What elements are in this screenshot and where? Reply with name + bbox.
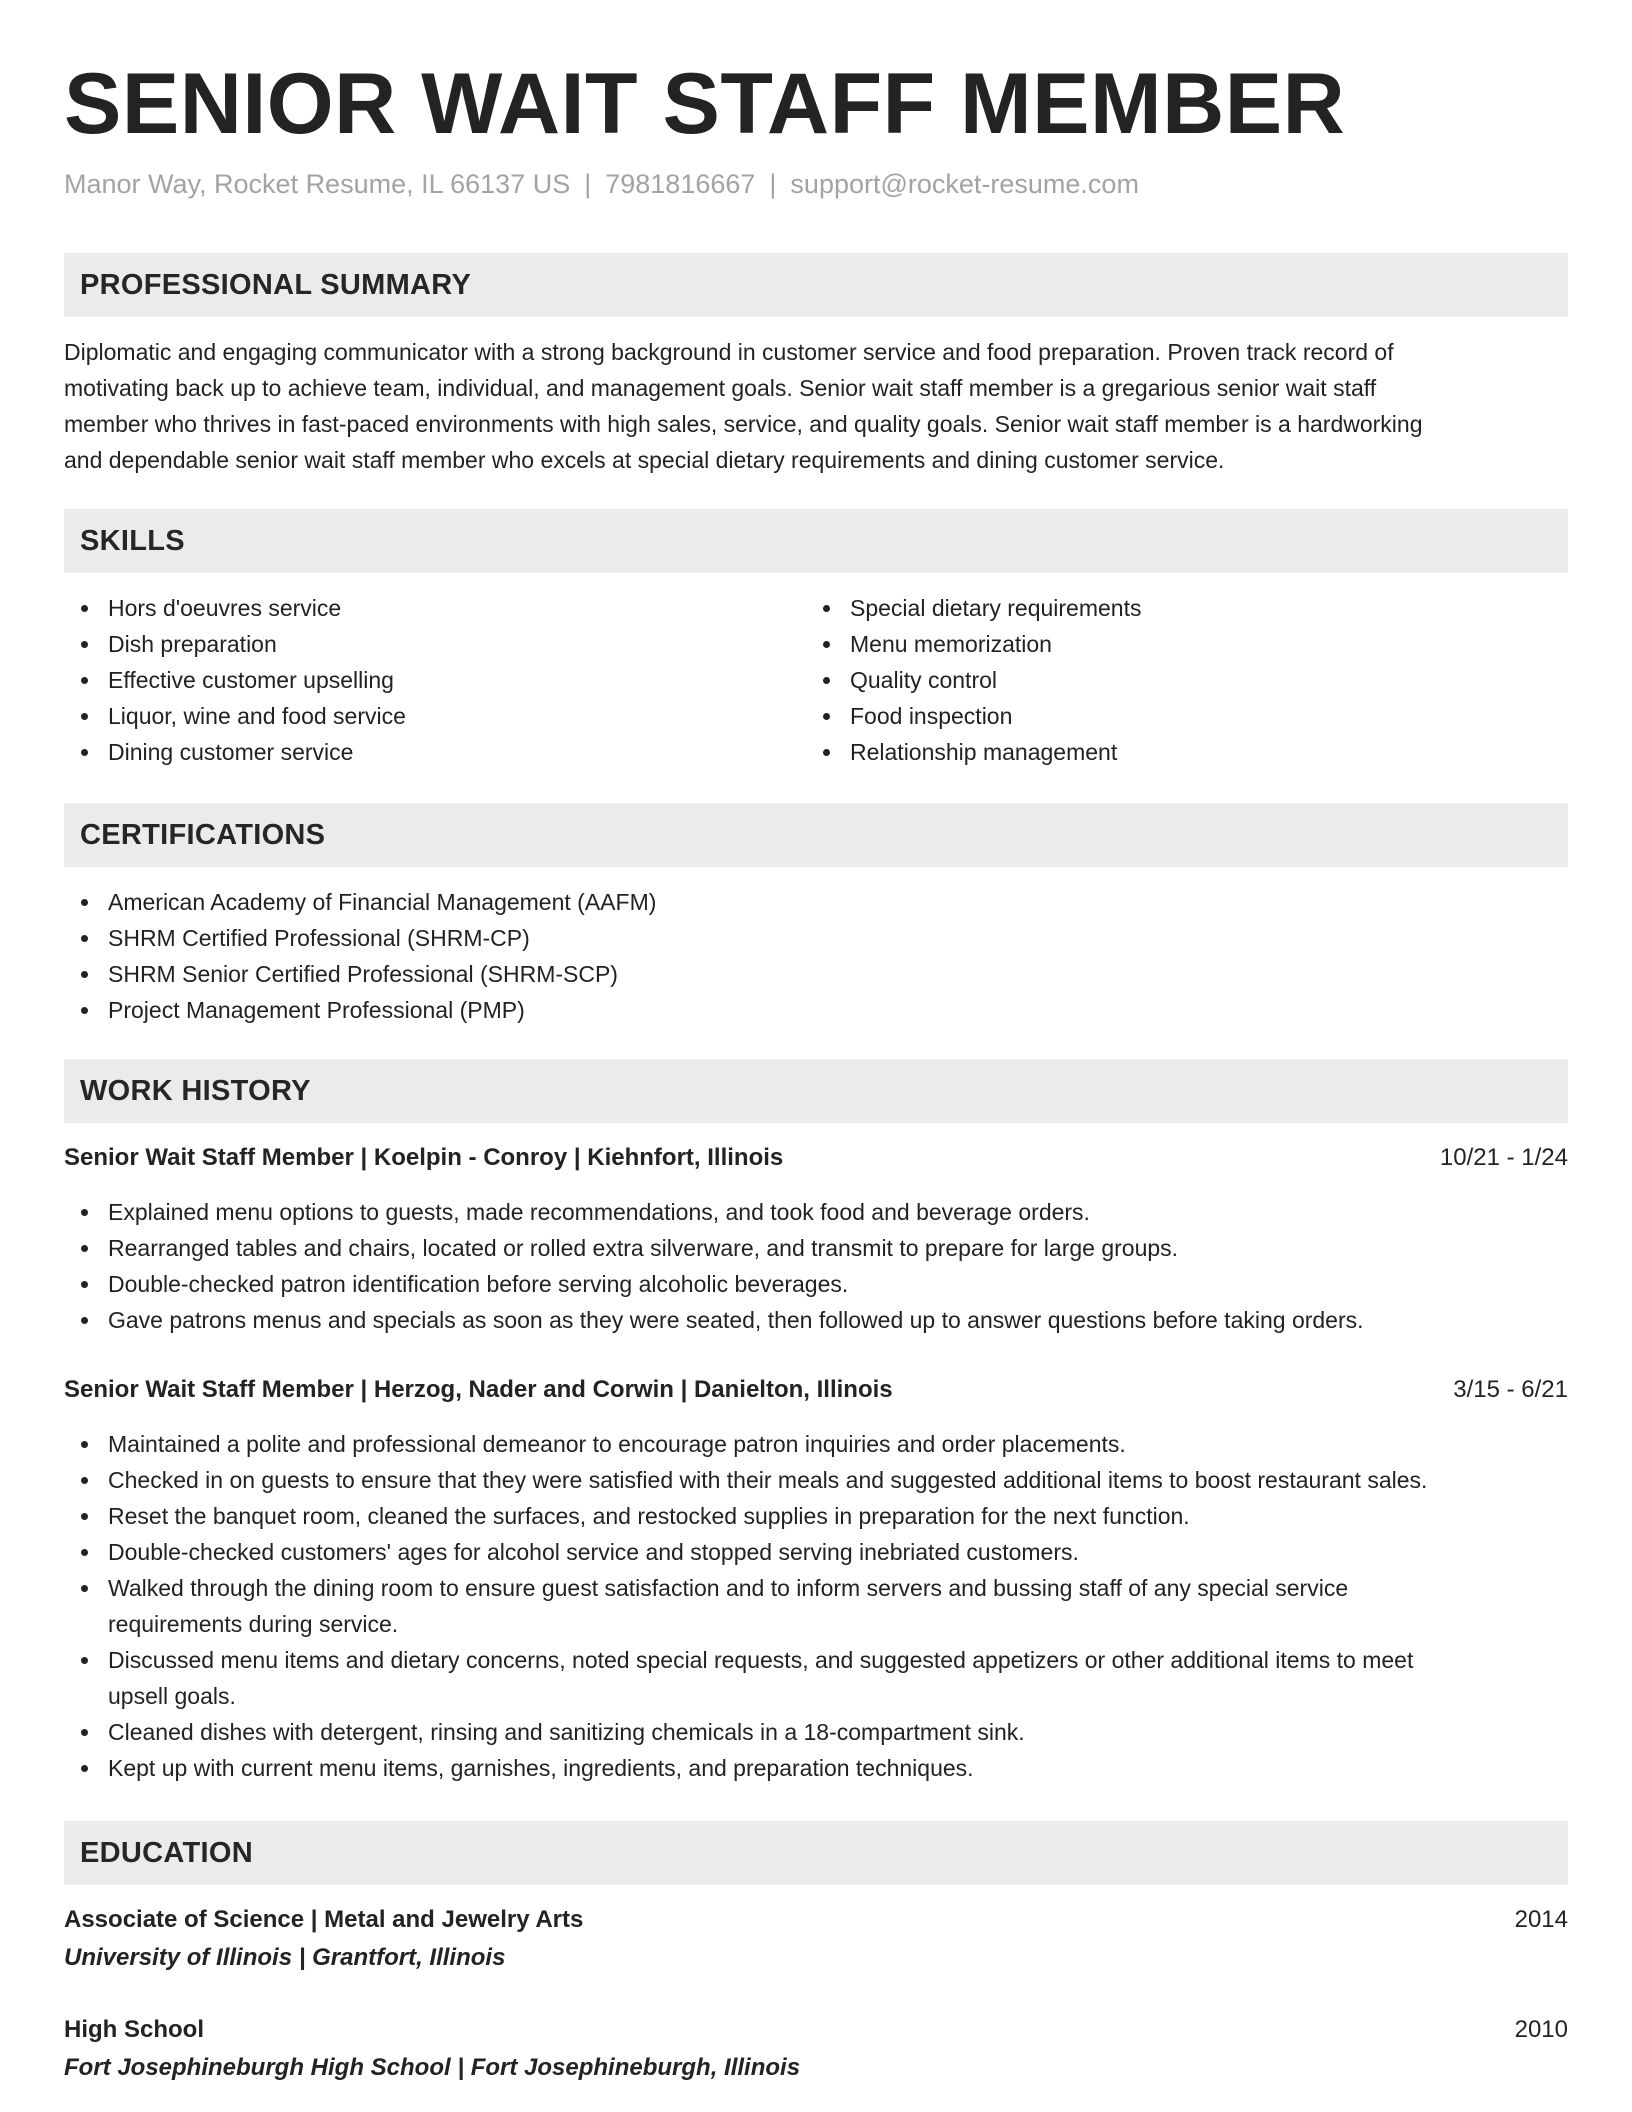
skills-list-right (806, 590, 1546, 770)
skill-item: Food inspection (806, 698, 1546, 734)
job-duty-line: Discussed menu items and dietary concerns, noted special requests, and suggested appetizers or other additional items to meet (108, 1647, 1414, 1673)
education-header (64, 2012, 1568, 2048)
section-heading-work-history: WORK HISTORY (64, 1059, 1568, 1123)
summary-line: and dependable senior wait staff member who excels at special dietary requirements and dining customer service. (64, 447, 1225, 473)
section-heading-summary: PROFESSIONAL SUMMARY (64, 253, 1568, 317)
contact-address: Manor Way, Rocket Resume, IL 66137 US (64, 169, 571, 199)
skill-item: Relationship management (806, 734, 1546, 770)
job-duty-line: requirements during service. (108, 1611, 399, 1637)
job-duty: Kept up with current menu items, garnishes, ingredients, and preparation techniques. (64, 1750, 1568, 1786)
job-title: Senior Wait Staff Member | Herzog, Nader and Corwin | Danielton, Illinois (64, 1376, 893, 1403)
certification-item: SHRM Certified Professional (SHRM-CP) (64, 920, 1568, 956)
job-duty: Double-checked customers' ages for alcohol service and stopped serving inebriated customers. (64, 1534, 1568, 1570)
job-duty: Checked in on guests to ensure that they were satisfied with their meals and suggested additional items to boost restaurant sales. (64, 1462, 1568, 1498)
certification-item: Project Management Professional (PMP) (64, 992, 1568, 1028)
candidate-name: SENIOR WAIT STAFF MEMBER (64, 56, 1346, 152)
certification-item: SHRM Senior Certified Professional (SHRM-SCP) (64, 956, 1568, 992)
summary-line: member who thrives in fast-paced environments with high sales, service, and quality goals. Senior wait staff member is a hardworking (64, 411, 1423, 437)
job-duty: Maintained a polite and professional demeanor to encourage patron inquiries and order placements. (64, 1426, 1568, 1462)
section-heading-certifications: CERTIFICATIONS (64, 803, 1568, 867)
skill-item: Quality control (806, 662, 1546, 698)
job-duty: Double-checked patron identification before serving alcoholic beverages. (64, 1266, 1568, 1302)
contact-separator: | (584, 169, 592, 199)
job-duty: Explained menu options to guests, made recommendations, and took food and beverage orders. (64, 1194, 1568, 1230)
skill-item: Dish preparation (64, 626, 804, 662)
skill-item: Special dietary requirements (806, 590, 1546, 626)
education-degree: High School (64, 2016, 204, 2043)
skill-item: Menu memorization (806, 626, 1546, 662)
education-year: 2014 (1514, 1906, 1568, 1933)
skill-item: Hors d'oeuvres service (64, 590, 804, 626)
education-header (64, 1902, 1568, 1938)
job-duties-list (64, 1194, 1568, 1338)
skill-item: Dining customer service (64, 734, 804, 770)
job-duty (64, 1642, 1568, 1714)
skill-item: Liquor, wine and food service (64, 698, 804, 734)
contact-email[interactable]: support@rocket-resume.com (790, 169, 1139, 199)
job-duty: Reset the banquet room, cleaned the surfaces, and restocked supplies in preparation for the next function. (64, 1498, 1568, 1534)
job-title: Senior Wait Staff Member | Koelpin - Conroy | Kiehnfort, Illinois (64, 1144, 784, 1171)
education-school: University of Illinois | Grantfort, Illinois (64, 1944, 506, 1971)
summary-text (64, 334, 1568, 478)
education-year: 2010 (1514, 2016, 1568, 2043)
job-header (64, 1140, 1568, 1176)
skill-item: Effective customer upselling (64, 662, 804, 698)
job-dates: 3/15 - 6/21 (1453, 1376, 1568, 1403)
contact-line (64, 168, 1139, 200)
job-duty: Gave patrons menus and specials as soon as they were seated, then followed up to answer questions before taking orders. (64, 1302, 1568, 1338)
job-duty (64, 1570, 1568, 1642)
skills-list-left (64, 590, 804, 770)
summary-line: motivating back up to achieve team, individual, and management goals. Senior wait staff member is a gregarious senior wait staff (64, 375, 1377, 401)
certification-item: American Academy of Financial Management (AAFM) (64, 884, 1568, 920)
job-header (64, 1372, 1568, 1408)
certifications-list (64, 884, 1568, 1028)
summary-line: Diplomatic and engaging communicator with a strong background in customer service and food preparation. Proven track record of (64, 339, 1394, 365)
education-degree: Associate of Science | Metal and Jewelry Arts (64, 1906, 584, 1933)
job-dates: 10/21 - 1/24 (1439, 1144, 1568, 1171)
contact-phone: 7981816667 (605, 169, 756, 199)
job-duty-line: upsell goals. (108, 1683, 236, 1709)
education-school: Fort Josephineburgh High School | Fort Josephineburgh, Illinois (64, 2054, 801, 2081)
job-duty-line: Walked through the dining room to ensure guest satisfaction and to inform servers and bussing staff of any special service (108, 1575, 1349, 1601)
job-duties-list (64, 1426, 1568, 1786)
section-heading-education: EDUCATION (64, 1821, 1568, 1885)
job-duty: Cleaned dishes with detergent, rinsing and sanitizing chemicals in a 18-compartment sink. (64, 1714, 1568, 1750)
contact-separator: | (769, 169, 777, 199)
section-heading-skills: SKILLS (64, 509, 1568, 573)
job-duty: Rearranged tables and chairs, located or rolled extra silverware, and transmit to prepare for large groups. (64, 1230, 1568, 1266)
